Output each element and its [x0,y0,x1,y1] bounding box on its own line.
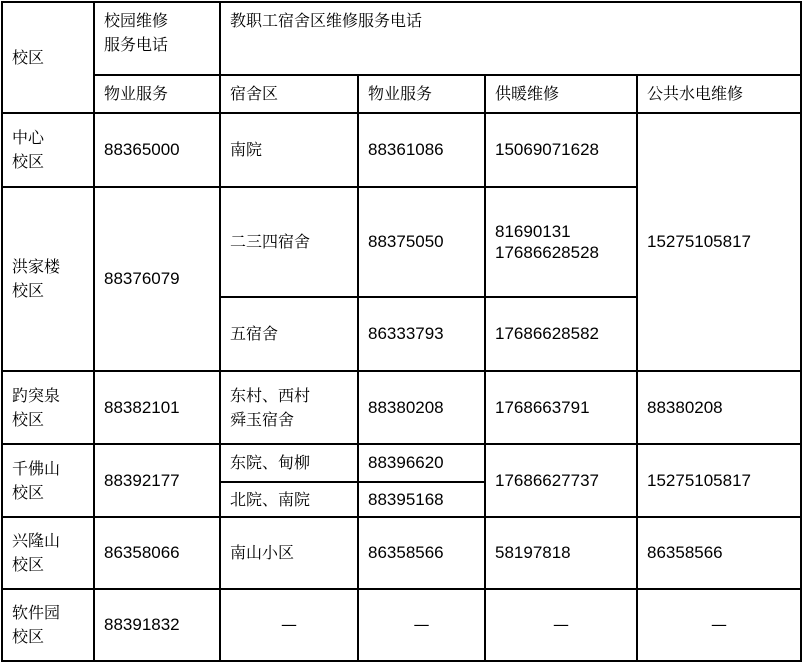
table-row [2,589,801,661]
campus-name: 千佛山 校区 [2,444,94,517]
table-row [2,371,801,444]
property-phone: 88396620 [358,444,485,482]
heating-phone: 58197818 [485,517,637,589]
campus-service-phone: 88391832 [94,589,220,661]
dorm-name: 五宿舍 [220,297,358,371]
table-row [2,517,801,589]
property-phone: 86333793 [358,297,485,371]
utilities-phone: 15275105817 [637,444,801,517]
campus-name: 软件园 校区 [2,589,94,661]
campus-service-phone: 88382101 [94,371,220,444]
property-phone: 88395168 [358,482,485,517]
heating-phone: 81690131 17686628528 [485,187,637,297]
heating-phone: 17686627737 [485,444,637,517]
table-row [2,113,801,187]
heating-phone: 1768663791 [485,371,637,444]
utilities-phone: 86358566 [637,517,801,589]
table-row [2,444,801,482]
utilities-phone: — [637,589,801,661]
dorm-name: 二三四宿舍 [220,187,358,297]
dorm-name: 北院、南院 [220,482,358,517]
property-phone: 88361086 [358,113,485,187]
campus-name: 中心 校区 [2,113,94,187]
property-phone: 88375050 [358,187,485,297]
header-row-2 [2,75,801,113]
header-property-2: 物业服务 [358,75,485,113]
property-phone: 86358566 [358,517,485,589]
header-staff-dorm: 教职工宿舍区维修服务电话 [220,2,801,75]
property-phone: — [358,589,485,661]
campus-name: 兴隆山 校区 [2,517,94,589]
campus-name: 洪家楼 校区 [2,187,94,371]
header-row-1 [2,2,801,75]
heating-phone: — [485,589,637,661]
campus-name: 趵突泉 校区 [2,371,94,444]
header-dorm-area: 宿舍区 [220,75,358,113]
dorm-name: 东院、甸柳 [220,444,358,482]
property-phone: 88380208 [358,371,485,444]
header-utilities: 公共水电维修 [637,75,801,113]
header-campus: 校区 [2,2,94,113]
campus-service-phone: 88376079 [94,187,220,371]
heating-phone: 15069071628 [485,113,637,187]
header-heating: 供暖维修 [485,75,637,113]
dorm-name: — [220,589,358,661]
dorm-name: 南院 [220,113,358,187]
header-property-1: 物业服务 [94,75,220,113]
dorm-name: 南山小区 [220,517,358,589]
campus-service-phone: 86358066 [94,517,220,589]
repair-phone-table [1,1,802,662]
dorm-name: 东村、西村 舜玉宿舍 [220,371,358,444]
campus-service-phone: 88365000 [94,113,220,187]
utilities-phone: 88380208 [637,371,801,444]
heating-phone: 17686628582 [485,297,637,371]
campus-service-phone: 88392177 [94,444,220,517]
header-campus-service: 校园维修 服务电话 [94,2,220,75]
utilities-phone: 15275105817 [637,113,801,371]
